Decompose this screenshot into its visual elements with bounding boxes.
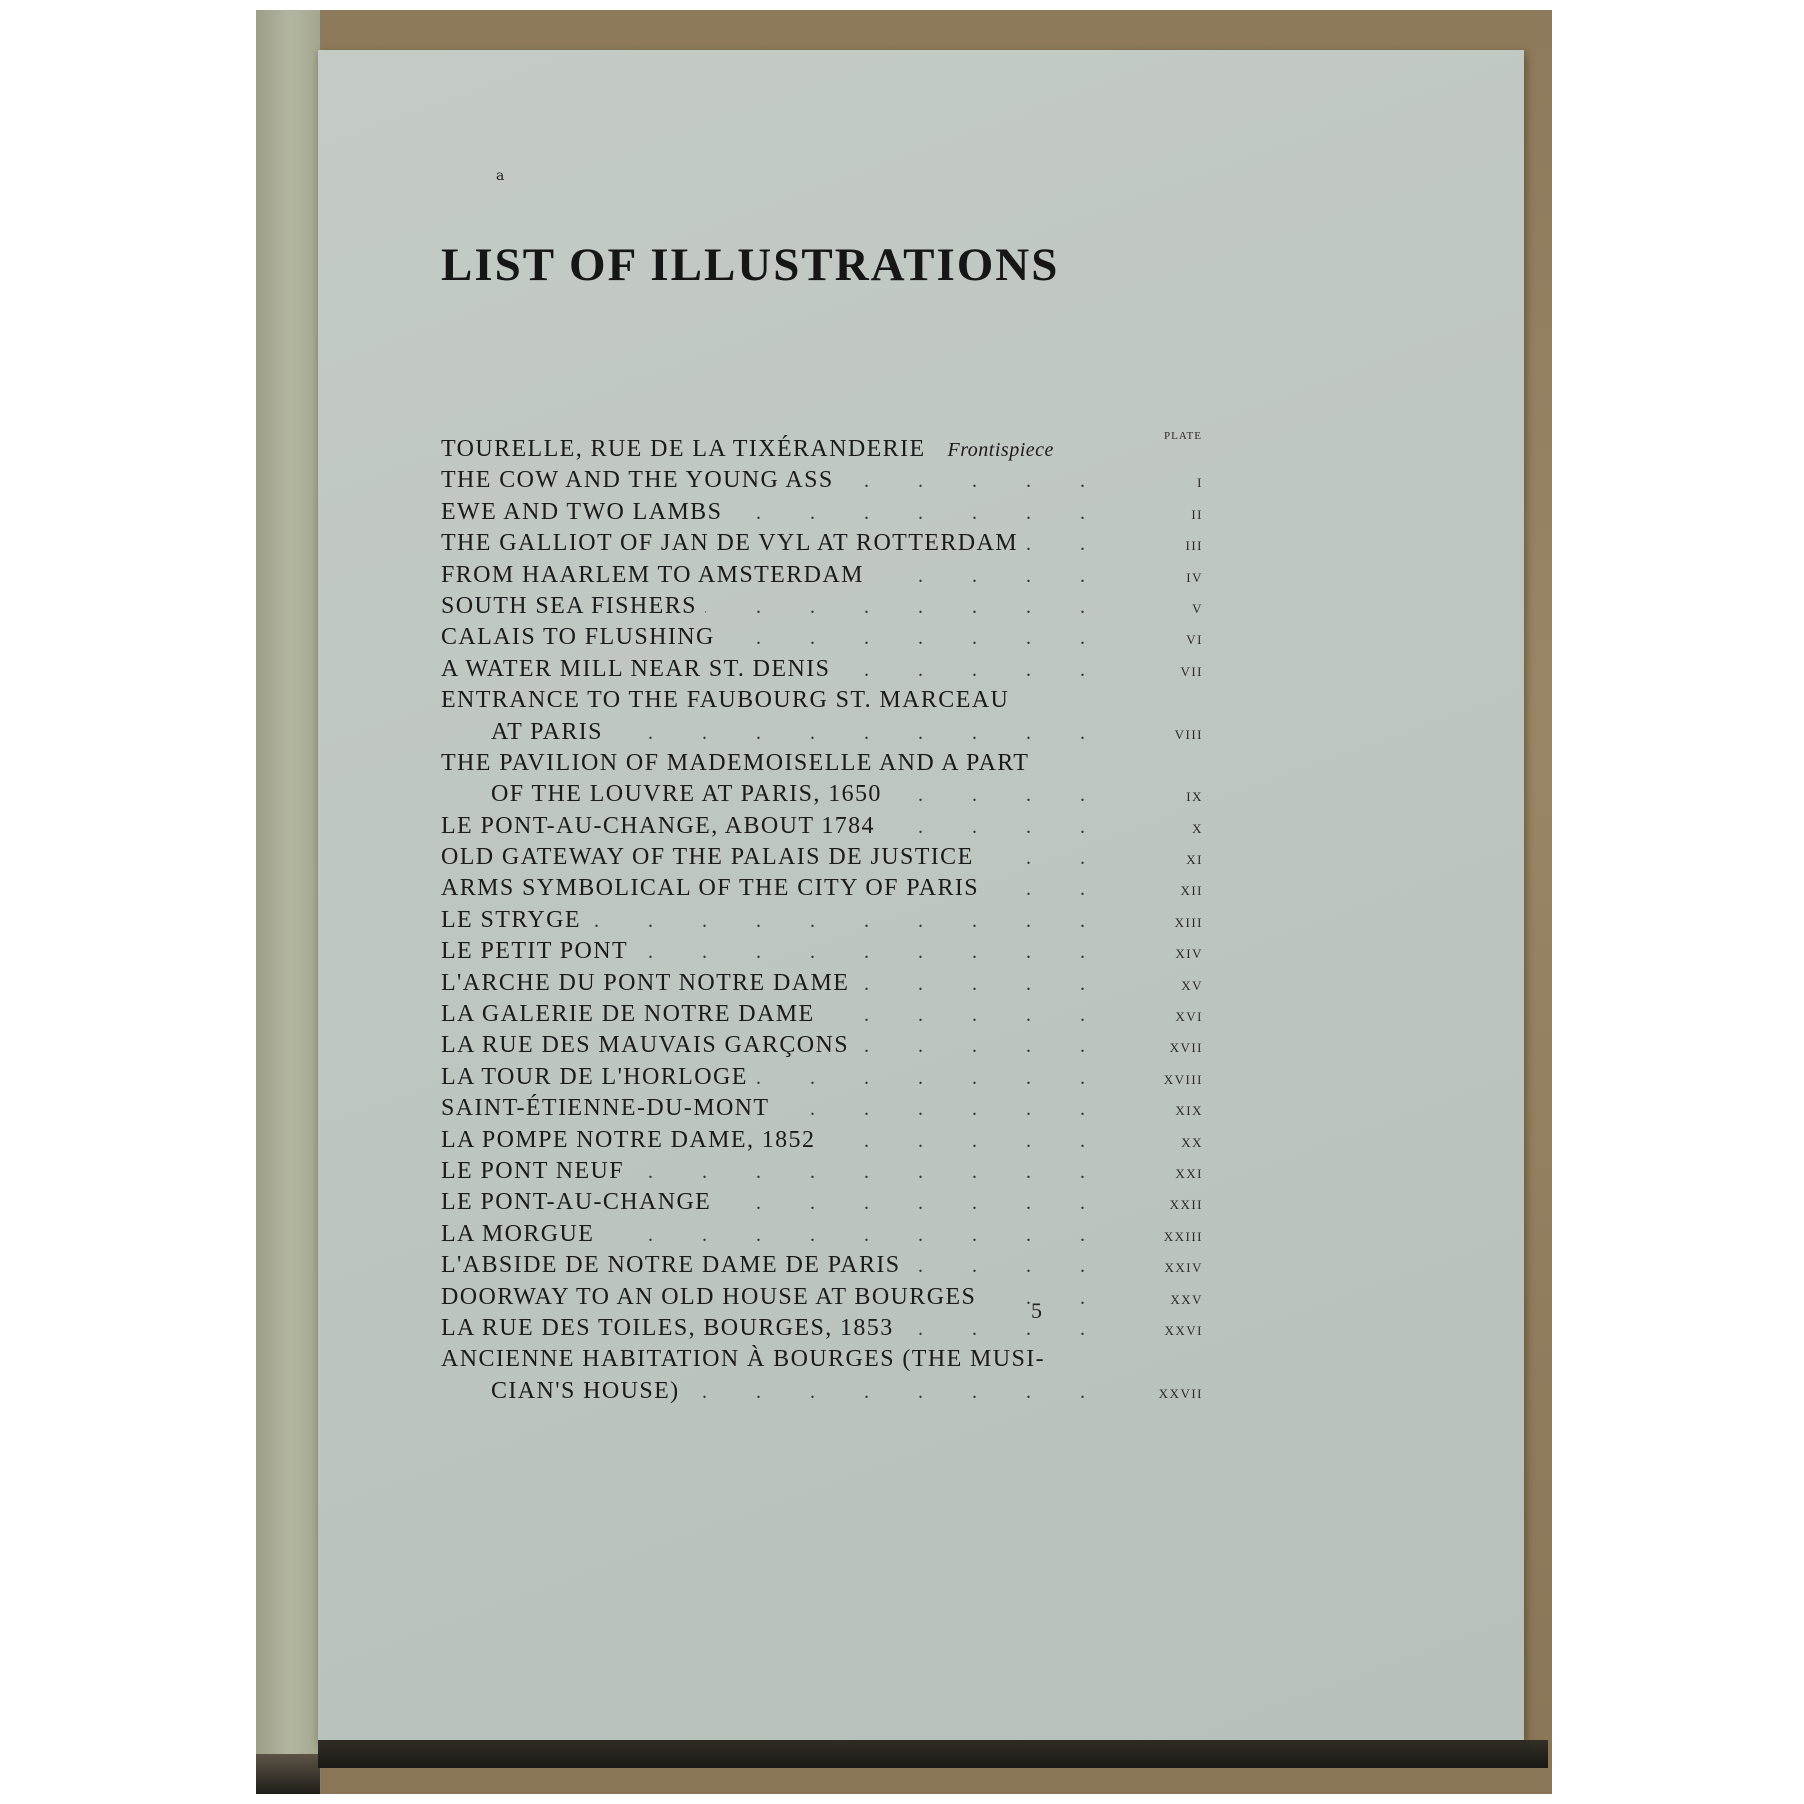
list-item: [441, 1062, 1203, 1093]
entry-line: [441, 842, 1203, 873]
entry-title: LA MORGUE: [441, 1220, 595, 1247]
entry-title: EWE AND TWO LAMBS: [441, 498, 723, 525]
ink-speck: a: [496, 168, 505, 184]
entry-title: L'ABSIDE DE NOTRE DAME DE PARIS: [441, 1252, 901, 1279]
list-item: [441, 1250, 1203, 1281]
entry-continuation-line: [441, 717, 1203, 748]
entry-title: FROM HAARLEM TO AMSTERDAM: [441, 561, 864, 588]
dot-leader: [730, 498, 1107, 529]
plate-number: XI: [1186, 852, 1203, 868]
dot-leader: [636, 937, 1107, 968]
dot-leader: [982, 843, 1107, 874]
entry-title: OF THE LOUVRE AT PARIS, 1650: [491, 781, 882, 808]
entry-title: LA POMPE NOTRE DAME, 1852: [441, 1126, 816, 1153]
plate-number: XVIII: [1163, 1071, 1203, 1087]
entry-title: OLD GATEWAY OF THE PALAIS DE JUSTICE: [441, 844, 974, 871]
plate-number: XXII: [1169, 1197, 1203, 1213]
plate-number: XV: [1181, 977, 1203, 993]
entry-line: [441, 936, 1203, 967]
dot-leader: [777, 1094, 1107, 1125]
entry-title: LE PONT NEUF: [441, 1157, 625, 1184]
plate-number: XIII: [1174, 914, 1203, 930]
dot-leader: [857, 1031, 1107, 1062]
entry-line: [441, 1125, 1203, 1156]
entry-title: ANCIENNE HABITATION À BOURGES (THE MUSI-: [441, 1346, 1046, 1373]
entry-line: [441, 1187, 1203, 1218]
entry-line: [441, 1313, 1203, 1344]
entry-line: [441, 528, 1203, 559]
list-item: [441, 528, 1203, 559]
entry-title: CIAN'S HOUSE): [491, 1377, 680, 1404]
entry-title: LE PONT-AU-CHANGE, ABOUT 1784: [441, 812, 875, 839]
dot-leader: [909, 1251, 1107, 1282]
entry-title: LE PONT-AU-CHANGE: [441, 1189, 712, 1216]
entry-title: SOUTH SEA FISHERS: [441, 592, 697, 619]
entry-title: THE COW AND THE YOUNG ASS: [441, 467, 834, 494]
list-item: [441, 622, 1203, 653]
dot-leader: [872, 561, 1107, 592]
list-item: [441, 1030, 1203, 1061]
plate-number: XIV: [1175, 946, 1203, 962]
entry-line: [441, 1156, 1203, 1187]
entry-title: THE GALLIOT OF JAN DE VYL AT ROTTERDAM: [441, 530, 1018, 557]
entry-title: THE PAVILION OF MADEMOISELLE AND A PART: [441, 749, 1030, 776]
plate-number: XXV: [1170, 1291, 1203, 1307]
list-item: [441, 1187, 1203, 1218]
dot-leader: [602, 1220, 1107, 1251]
entry-line: [441, 591, 1203, 622]
entry-line: [441, 968, 1203, 999]
list-item: [441, 1093, 1203, 1124]
list-item: [441, 1156, 1203, 1187]
entry-line: [441, 622, 1203, 653]
plate-number: VIII: [1174, 726, 1203, 742]
list-item: [441, 685, 1203, 748]
dot-leader: [1026, 529, 1107, 560]
list-item: [441, 811, 1203, 842]
list-item: [441, 654, 1203, 685]
plate-number: V: [1192, 600, 1203, 616]
dot-leader: [902, 1314, 1107, 1345]
list-item: [441, 591, 1203, 622]
dot-leader: [611, 718, 1107, 749]
dot-leader: [838, 655, 1107, 686]
entry-title: DOORWAY TO AN OLD HOUSE AT BOURGES: [441, 1283, 977, 1310]
entry-line: [441, 1062, 1203, 1093]
entry-title: LE PETIT PONT: [441, 938, 629, 965]
page-bottom-shadow: [318, 1740, 1548, 1768]
plate-number: XVI: [1175, 1009, 1203, 1025]
entry-line: [441, 434, 1203, 465]
plate-number: III: [1185, 538, 1203, 554]
entry-line: [441, 748, 1203, 779]
list-item: [441, 936, 1203, 967]
entry-title: ARMS SYMBOLICAL OF THE CITY OF PARIS: [441, 875, 980, 902]
list-item: [441, 465, 1203, 496]
entry-title: TOURELLE, RUE DE LA TIXÉRANDERIE: [441, 436, 926, 462]
plate-number: IX: [1186, 789, 1203, 805]
dot-leader: [842, 466, 1107, 497]
plate-number: VII: [1180, 663, 1203, 679]
entry-line: [441, 1093, 1203, 1124]
list-item: [441, 1282, 1203, 1313]
entry-line: [441, 685, 1203, 716]
entry-line: [441, 560, 1203, 591]
dot-leader: [823, 1000, 1107, 1031]
entry-line: [441, 465, 1203, 496]
entry-title: AT PARIS: [491, 718, 603, 745]
dot-leader: [984, 1283, 1107, 1314]
dot-leader: [589, 906, 1107, 937]
plate-number: XXVI: [1164, 1322, 1203, 1338]
entry-title: LE STRYGE: [441, 906, 581, 933]
list-item: [441, 1344, 1203, 1407]
entry-line: [441, 1219, 1203, 1250]
list-item: [441, 560, 1203, 591]
plate-number: XX: [1181, 1134, 1203, 1150]
entry-line: [441, 1250, 1203, 1281]
entry-line: [441, 497, 1203, 528]
plate-number: XXIII: [1163, 1228, 1203, 1244]
list-item: [441, 842, 1203, 873]
list-item: [441, 873, 1203, 904]
dot-leader: [890, 780, 1107, 811]
dot-leader: [719, 1188, 1107, 1219]
dot-leader: [857, 969, 1107, 1000]
entry-line: [441, 905, 1203, 936]
list-item: [441, 497, 1203, 528]
plate-number: VI: [1186, 632, 1203, 648]
dot-leader: [987, 874, 1107, 905]
plate-number: XXIV: [1164, 1260, 1203, 1276]
dot-leader: [823, 1126, 1107, 1157]
entry-line: [441, 654, 1203, 685]
dot-leader: [883, 812, 1107, 843]
frontispiece-label: Frontispiece: [947, 439, 1054, 461]
book-photo: [256, 10, 1552, 1794]
entry-line: [441, 1282, 1203, 1313]
dot-leader: [723, 623, 1107, 654]
plate-number: I: [1197, 475, 1203, 491]
list-item: [441, 1219, 1203, 1250]
page-number: 5: [1031, 1298, 1042, 1323]
facing-page-edge: [256, 10, 321, 1794]
facing-page-shadow: [256, 1754, 320, 1794]
entry-title: LA RUE DES MAUVAIS GARÇONS: [441, 1032, 850, 1059]
entry-continuation-line: [441, 1376, 1203, 1407]
entry-line: [441, 999, 1203, 1030]
entry-line: [441, 873, 1203, 904]
entry-title: SAINT-ÉTIENNE-DU-MONT: [441, 1095, 770, 1122]
plate-number: X: [1192, 820, 1203, 836]
plate-column-heading: PLATE: [1164, 430, 1202, 442]
entry-title: LA RUE DES TOILES, BOURGES, 1853: [441, 1314, 894, 1341]
list-item: [441, 968, 1203, 999]
list-item: [441, 999, 1203, 1030]
entry-title: CALAIS TO FLUSHING: [441, 624, 715, 651]
plate-number: IV: [1186, 569, 1203, 585]
list-item: [441, 905, 1203, 936]
entry-title: ENTRANCE TO THE FAUBOURG ST. MARCEAU: [441, 687, 1010, 714]
entry-line: [441, 1344, 1203, 1375]
list-item: [441, 1125, 1203, 1156]
list-item: [441, 748, 1203, 811]
dot-leader: [705, 592, 1107, 623]
plate-number: XIX: [1175, 1103, 1203, 1119]
plate-number: XII: [1180, 883, 1203, 899]
illustrations-list: [441, 434, 1203, 1407]
dot-leader: [688, 1377, 1107, 1408]
entry-line: [441, 811, 1203, 842]
entry-title: L'ARCHE DU PONT NOTRE DAME: [441, 969, 850, 996]
plate-number: II: [1191, 506, 1203, 522]
entry-continuation-line: [441, 779, 1203, 810]
entry-title: A WATER MILL NEAR ST. DENIS: [441, 655, 831, 682]
book-page: [318, 50, 1524, 1740]
list-item: [441, 1313, 1203, 1344]
list-item: [441, 434, 1203, 465]
plate-number: XXI: [1175, 1165, 1203, 1181]
entry-title: LA TOUR DE L'HORLOGE: [441, 1063, 748, 1090]
page-title: LIST OF ILLUSTRATIONS: [441, 239, 1060, 291]
entry-line: [441, 1030, 1203, 1061]
plate-number: XVII: [1169, 1040, 1203, 1056]
plate-number: XXVII: [1158, 1385, 1203, 1401]
dot-leader: [756, 1063, 1107, 1094]
entry-title: LA GALERIE DE NOTRE DAME: [441, 1001, 815, 1028]
dot-leader: [632, 1157, 1107, 1188]
